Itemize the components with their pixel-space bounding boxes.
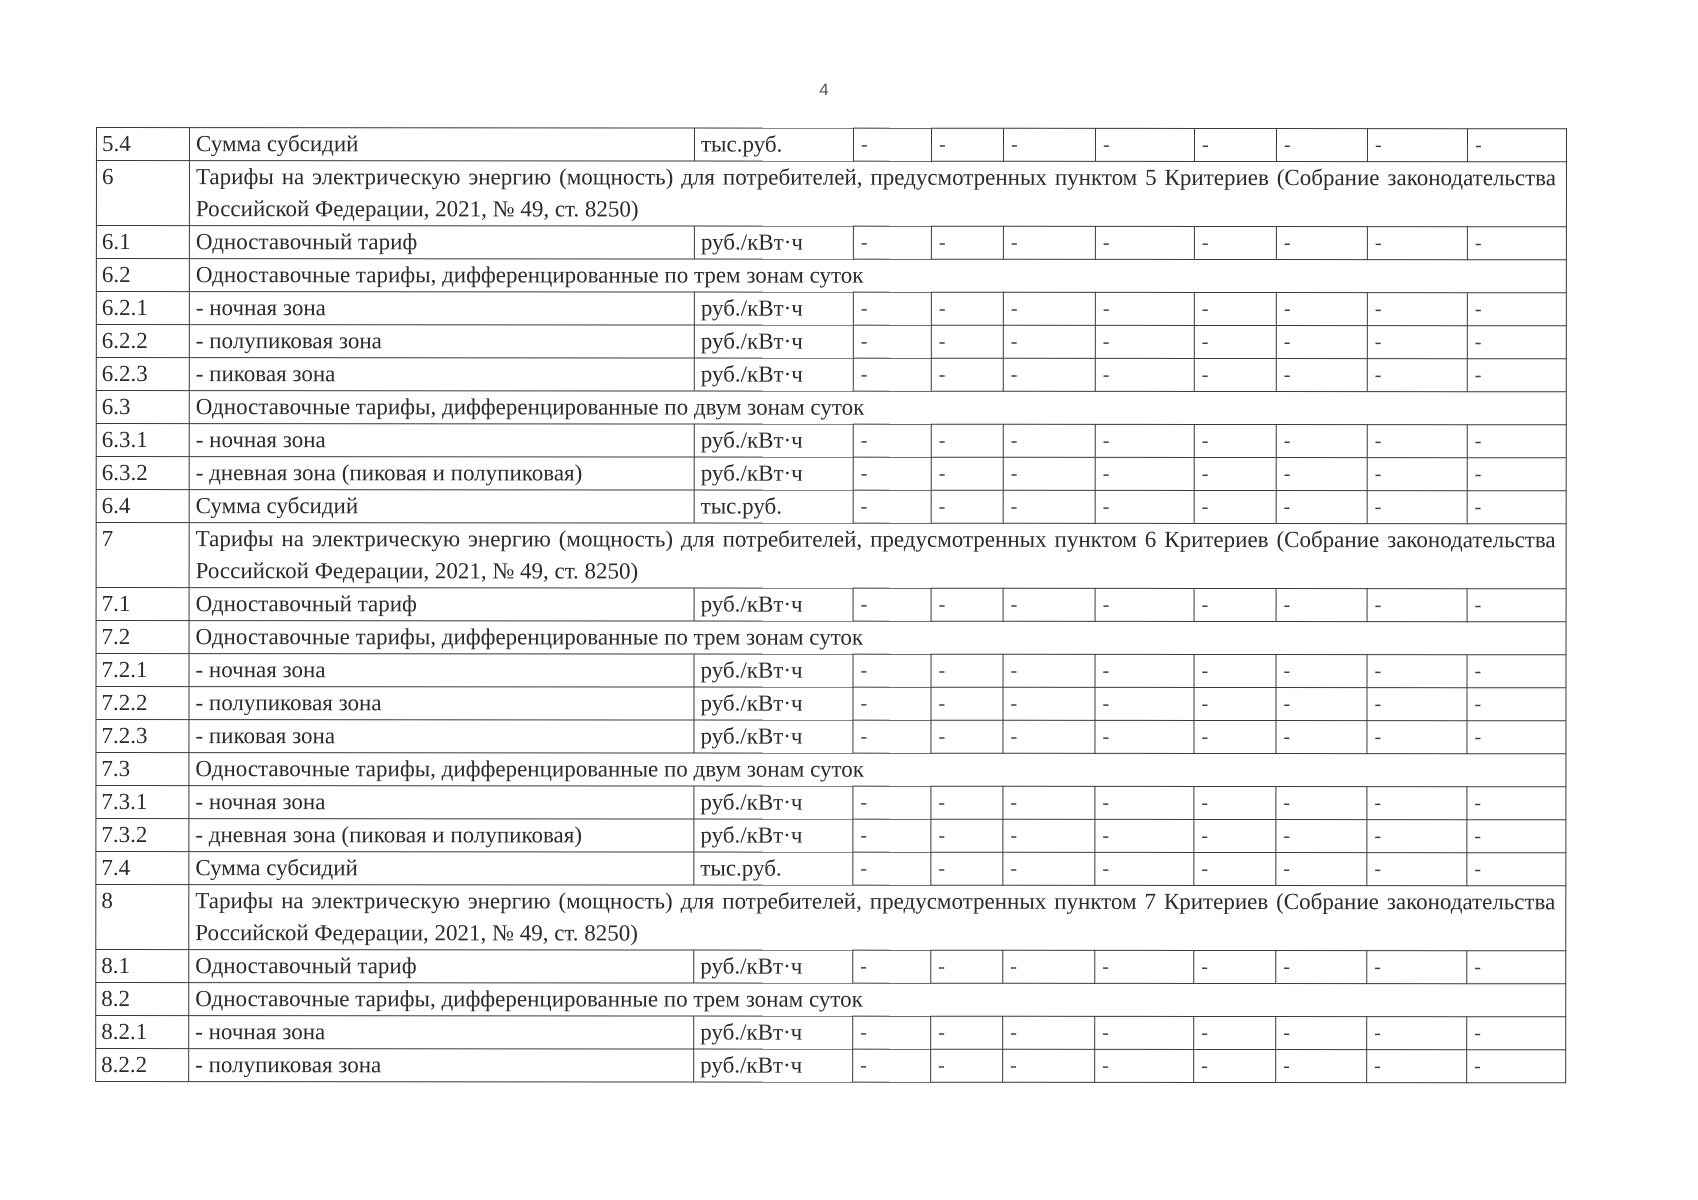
row-number: 8.2.1 <box>96 1016 189 1049</box>
value-cell: - <box>1194 490 1276 523</box>
row-number: 5.4 <box>96 128 189 161</box>
value-cell: - <box>1003 325 1095 358</box>
row-name: Сумма субсидий <box>189 852 694 885</box>
value-cell: - <box>1003 292 1095 325</box>
row-number: 6.4 <box>96 490 189 523</box>
row-number: 7.2.2 <box>96 687 189 720</box>
value-cell: - <box>1467 655 1566 688</box>
row-number: 8.1 <box>96 950 189 983</box>
row-number: 6.2.1 <box>96 292 189 325</box>
value-cell: - <box>931 1016 1003 1049</box>
value-cell: - <box>1095 490 1194 523</box>
value-cell: - <box>1467 227 1566 260</box>
row-number: 8 <box>96 885 189 950</box>
value-cell: - <box>1095 852 1194 885</box>
row-number: 7.1 <box>96 588 189 621</box>
row-name: - дневная зона (пиковая и полупиковая) <box>189 457 694 490</box>
table-row <box>96 852 1566 886</box>
table-row <box>96 128 1566 162</box>
table-row <box>96 490 1566 524</box>
value-cell: - <box>1467 129 1566 162</box>
value-cell: - <box>1276 425 1367 458</box>
row-unit: руб./кВт·ч <box>694 654 853 687</box>
table-row <box>96 720 1566 754</box>
row-number: 6.2.3 <box>96 358 189 391</box>
table-row <box>96 654 1566 688</box>
row-name: - ночная зона <box>189 654 694 687</box>
row-unit: руб./кВт·ч <box>694 720 853 753</box>
row-number: 7 <box>96 523 189 588</box>
value-cell: - <box>1194 786 1276 819</box>
value-cell: - <box>1467 425 1566 458</box>
value-cell: - <box>1276 227 1367 260</box>
value-cell: - <box>1194 292 1276 325</box>
value-cell: - <box>853 654 931 687</box>
value-cell: - <box>1003 720 1095 753</box>
row-number: 7.2.3 <box>96 720 189 753</box>
value-cell: - <box>1194 128 1276 161</box>
value-cell: - <box>1367 655 1467 688</box>
value-cell: - <box>1276 820 1367 853</box>
table-row <box>96 457 1566 491</box>
value-cell: - <box>1003 687 1095 720</box>
row-number: 7.3 <box>96 753 189 786</box>
value-cell: - <box>931 950 1003 983</box>
value-cell: - <box>931 1049 1003 1082</box>
value-cell: - <box>1003 654 1095 687</box>
value-cell: - <box>1095 720 1194 753</box>
value-cell: - <box>1276 1050 1367 1083</box>
row-number: 6.2.2 <box>96 325 189 358</box>
row-number: 7.3.2 <box>96 819 189 852</box>
row-number: 6.2 <box>96 259 189 292</box>
value-cell: - <box>1003 950 1095 983</box>
value-cell: - <box>853 819 931 852</box>
value-cell: - <box>1467 1017 1566 1050</box>
value-cell: - <box>1095 325 1194 358</box>
value-cell: - <box>1467 589 1566 622</box>
value-cell: - <box>931 457 1003 490</box>
value-cell: - <box>1194 424 1276 457</box>
value-cell: - <box>931 687 1003 720</box>
value-cell: - <box>1467 326 1566 359</box>
value-cell: - <box>1367 589 1467 622</box>
value-cell: - <box>1095 226 1194 259</box>
value-cell: - <box>1194 687 1276 720</box>
row-name: Одноставочный тариф <box>189 950 694 983</box>
value-cell: - <box>1003 819 1095 852</box>
value-cell: - <box>1003 490 1095 523</box>
value-cell: - <box>1367 491 1467 524</box>
value-cell: - <box>1367 425 1467 458</box>
subsection-row <box>96 621 1566 655</box>
value-cell: - <box>1003 226 1095 259</box>
value-cell: - <box>1367 359 1467 392</box>
table-row <box>96 819 1566 853</box>
row-name: - пиковая зона <box>189 720 694 753</box>
value-cell: - <box>853 457 931 490</box>
value-cell: - <box>1367 293 1467 326</box>
value-cell: - <box>1367 227 1467 260</box>
table-row <box>96 1016 1566 1050</box>
value-cell: - <box>1276 655 1367 688</box>
value-cell: - <box>1095 424 1194 457</box>
row-number: 7.2 <box>96 621 189 654</box>
value-cell: - <box>853 325 931 358</box>
row-number: 6.1 <box>96 226 189 259</box>
value-cell: - <box>1467 721 1566 754</box>
value-cell: - <box>1467 359 1566 392</box>
row-unit: руб./кВт·ч <box>694 1049 853 1082</box>
row-unit: руб./кВт·ч <box>694 588 853 621</box>
subsection-title: Одноставочные тарифы, дифференцированные по трем зонам суток <box>189 983 1566 1017</box>
value-cell: - <box>1276 293 1367 326</box>
section-title: Тарифы на электрическую энергию (мощность) для потребителей, предусмотренных пунктом 5 Критериев (Собрание законодательства Российской Федерации, 2021, № 49, ст. 8250) <box>189 161 1566 227</box>
value-cell: - <box>1367 951 1467 984</box>
value-cell: - <box>1467 293 1566 326</box>
value-cell: - <box>1367 853 1467 886</box>
row-name: Одноставочный тариф <box>189 226 694 259</box>
row-name: - ночная зона <box>189 1016 694 1049</box>
value-cell: - <box>1095 1049 1194 1082</box>
subsection-title: Одноставочные тарифы, дифференцированные по трем зонам суток <box>189 259 1566 293</box>
row-number: 6 <box>96 161 189 226</box>
value-cell: - <box>1276 491 1367 524</box>
value-cell: - <box>1467 688 1566 721</box>
row-name: - ночная зона <box>189 292 694 325</box>
value-cell: - <box>1095 819 1194 852</box>
value-cell: - <box>1276 853 1367 886</box>
row-unit: руб./кВт·ч <box>694 687 853 720</box>
subsection-title: Одноставочные тарифы, дифференцированные по двум зонам суток <box>189 753 1566 787</box>
value-cell: - <box>1003 424 1095 457</box>
value-cell: - <box>1467 491 1566 524</box>
table-row <box>96 226 1566 260</box>
subsection-row <box>96 753 1566 787</box>
row-unit: руб./кВт·ч <box>694 1016 853 1049</box>
value-cell: - <box>1467 951 1566 984</box>
table-row <box>96 950 1566 984</box>
value-cell: - <box>853 226 931 259</box>
value-cell: - <box>853 128 931 161</box>
row-unit: руб./кВт·ч <box>694 457 853 490</box>
value-cell: - <box>1367 1050 1467 1083</box>
value-cell: - <box>931 424 1003 457</box>
value-cell: - <box>1276 688 1367 721</box>
value-cell: - <box>1095 687 1194 720</box>
row-name: - полупиковая зона <box>189 687 694 720</box>
row-unit: руб./кВт·ч <box>694 819 853 852</box>
value-cell: - <box>1095 786 1194 819</box>
value-cell: - <box>1003 786 1095 819</box>
value-cell: - <box>1367 326 1467 359</box>
value-cell: - <box>853 292 931 325</box>
page-number: 4 <box>819 80 829 99</box>
value-cell: - <box>1095 292 1194 325</box>
subsection-row <box>96 391 1566 425</box>
section-row <box>96 161 1566 227</box>
value-cell: - <box>1467 820 1566 853</box>
row-unit: руб./кВт·ч <box>694 226 853 259</box>
row-number: 6.3.1 <box>96 424 189 457</box>
value-cell: - <box>1276 1017 1367 1050</box>
value-cell: - <box>853 358 931 391</box>
value-cell: - <box>1276 359 1367 392</box>
row-unit: руб./кВт·ч <box>694 358 853 391</box>
value-cell: - <box>1367 1017 1467 1050</box>
value-cell: - <box>1003 128 1095 161</box>
row-number: 8.2 <box>96 983 189 1016</box>
value-cell: - <box>853 687 931 720</box>
value-cell: - <box>931 654 1003 687</box>
value-cell: - <box>931 588 1003 621</box>
value-cell: - <box>1095 588 1194 621</box>
value-cell: - <box>853 720 931 753</box>
section-title: Тарифы на электрическую энергию (мощность) для потребителей, предусмотренных пунктом 6 Критериев (Собрание законодательства Российской Федерации, 2021, № 49, ст. 8250) <box>189 523 1566 589</box>
value-cell: - <box>1095 1016 1194 1049</box>
value-cell: - <box>931 490 1003 523</box>
table-row <box>96 588 1566 622</box>
row-number: 8.2.2 <box>96 1049 189 1082</box>
value-cell: - <box>1276 326 1367 359</box>
value-cell: - <box>853 786 931 819</box>
row-unit: тыс.руб. <box>694 128 853 161</box>
table-row <box>96 1049 1566 1083</box>
row-name: - ночная зона <box>189 424 694 457</box>
tariff-table <box>95 127 1567 1083</box>
value-cell: - <box>1194 852 1276 885</box>
table-row <box>96 786 1566 820</box>
value-cell: - <box>1276 721 1367 754</box>
value-cell: - <box>1003 588 1095 621</box>
table-row <box>96 424 1566 458</box>
row-unit: руб./кВт·ч <box>694 950 853 983</box>
row-name: Сумма субсидий <box>189 490 694 523</box>
row-unit: руб./кВт·ч <box>694 786 853 819</box>
value-cell: - <box>1367 820 1467 853</box>
table-row <box>96 687 1566 721</box>
value-cell: - <box>1003 1049 1095 1082</box>
section-title: Тарифы на электрическую энергию (мощность) для потребителей, предусмотренных пунктом 7 Критериев (Собрание законодательства Российской Федерации, 2021, № 49, ст. 8250) <box>189 885 1566 951</box>
row-name: - полупиковая зона <box>189 1049 694 1082</box>
table-row <box>96 292 1566 326</box>
row-unit: руб./кВт·ч <box>694 325 853 358</box>
value-cell: - <box>1095 950 1194 983</box>
value-cell: - <box>931 128 1003 161</box>
value-cell: - <box>1367 721 1467 754</box>
table-row <box>96 325 1566 359</box>
value-cell: - <box>1276 951 1367 984</box>
value-cell: - <box>1276 787 1367 820</box>
value-cell: - <box>1194 654 1276 687</box>
value-cell: - <box>1467 458 1566 491</box>
value-cell: - <box>931 819 1003 852</box>
value-cell: - <box>931 786 1003 819</box>
value-cell: - <box>853 852 931 885</box>
value-cell: - <box>1367 129 1467 162</box>
row-unit: руб./кВт·ч <box>694 292 853 325</box>
value-cell: - <box>853 1016 931 1049</box>
value-cell: - <box>1003 852 1095 885</box>
value-cell: - <box>853 950 931 983</box>
row-name: Сумма субсидий <box>189 128 694 161</box>
value-cell: - <box>1095 457 1194 490</box>
value-cell: - <box>1194 720 1276 753</box>
subsection-row <box>96 983 1566 1017</box>
value-cell: - <box>1194 358 1276 391</box>
value-cell: - <box>1367 787 1467 820</box>
subsection-title: Одноставочные тарифы, дифференцированные по двум зонам суток <box>189 391 1566 425</box>
value-cell: - <box>931 720 1003 753</box>
row-name: - пиковая зона <box>189 358 694 391</box>
value-cell: - <box>1467 853 1566 886</box>
row-unit: тыс.руб. <box>694 852 853 885</box>
row-unit: руб./кВт·ч <box>694 424 853 457</box>
table-row <box>96 358 1566 392</box>
row-number: 6.3 <box>96 391 189 424</box>
section-row <box>96 885 1566 951</box>
value-cell: - <box>1095 654 1194 687</box>
subsection-row <box>96 259 1566 293</box>
value-cell: - <box>931 852 1003 885</box>
value-cell: - <box>931 292 1003 325</box>
value-cell: - <box>1194 588 1276 621</box>
value-cell: - <box>1276 129 1367 162</box>
value-cell: - <box>1367 458 1467 491</box>
value-cell: - <box>1467 787 1566 820</box>
value-cell: - <box>931 358 1003 391</box>
value-cell: - <box>1003 358 1095 391</box>
value-cell: - <box>1194 950 1276 983</box>
value-cell: - <box>853 490 931 523</box>
value-cell: - <box>931 226 1003 259</box>
value-cell: - <box>1276 589 1367 622</box>
section-row <box>96 523 1566 589</box>
value-cell: - <box>1003 457 1095 490</box>
row-name: - дневная зона (пиковая и полупиковая) <box>189 819 694 852</box>
value-cell: - <box>1276 458 1367 491</box>
value-cell: - <box>1367 688 1467 721</box>
value-cell: - <box>1003 1016 1095 1049</box>
value-cell: - <box>853 424 931 457</box>
value-cell: - <box>1194 1016 1276 1049</box>
row-name: Одноставочный тариф <box>189 588 694 621</box>
value-cell: - <box>1194 819 1276 852</box>
value-cell: - <box>931 325 1003 358</box>
value-cell: - <box>1194 226 1276 259</box>
value-cell: - <box>853 588 931 621</box>
row-number: 7.2.1 <box>96 654 189 687</box>
value-cell: - <box>1467 1050 1566 1083</box>
value-cell: - <box>1194 325 1276 358</box>
row-number: 7.3.1 <box>96 786 189 819</box>
row-number: 6.3.2 <box>96 457 189 490</box>
value-cell: - <box>1194 1049 1276 1082</box>
row-name: - полупиковая зона <box>189 325 694 358</box>
row-unit: тыс.руб. <box>694 490 853 523</box>
value-cell: - <box>1194 457 1276 490</box>
value-cell: - <box>1095 128 1194 161</box>
value-cell: - <box>1095 358 1194 391</box>
subsection-title: Одноставочные тарифы, дифференцированные по трем зонам суток <box>189 621 1566 655</box>
row-name: - ночная зона <box>189 786 694 819</box>
value-cell: - <box>853 1049 931 1082</box>
row-number: 7.4 <box>96 852 189 885</box>
